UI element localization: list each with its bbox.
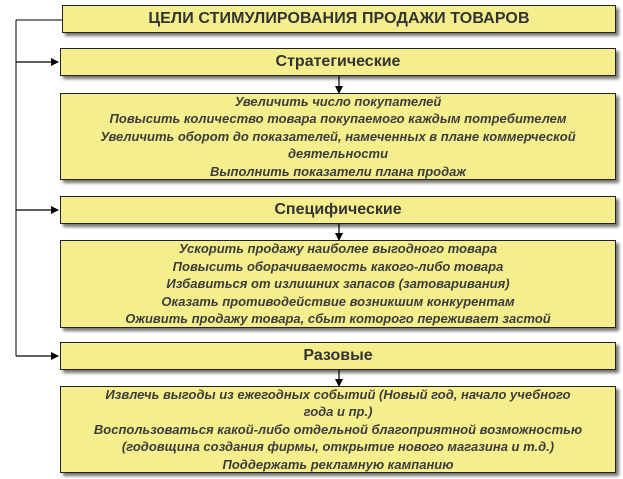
category-onetime-box xyxy=(60,342,616,370)
goal-item: года и пр.) xyxy=(303,404,373,420)
goal-item: Повысить количество товара покупаемого каждым потребителем xyxy=(109,111,567,127)
diagram-title: ЦЕЛИ СТИМУЛИРОВАНИЯ ПРОДАЖИ ТОВАРОВ xyxy=(148,10,530,27)
category-specific-label: Специфические xyxy=(274,201,402,218)
goal-item: Оказать противодействие возникшим конкурентам xyxy=(161,293,515,309)
goal-item: Выполнить показатели плана продаж xyxy=(210,163,466,179)
goal-item: Извлечь выгоды из ежегодных событий (Новый год, начало учебного xyxy=(105,386,571,402)
category-strategic-label: Стратегические xyxy=(275,53,401,70)
goal-item: Повысить оборачиваемость какого-либо товара xyxy=(172,258,504,274)
category-specific-box xyxy=(60,196,616,224)
goal-item: Увеличить оборот до показателей, намеченных в плане коммерческой xyxy=(100,128,576,144)
goal-item: Ускорить продажу наиболее выгодного товара xyxy=(178,241,498,257)
goal-item: Избавиться от излишних запасов (затоваривания) xyxy=(166,276,510,292)
goal-item: Увеличить число покупателей xyxy=(234,93,442,109)
goal-item: Поддержать рекламную кампанию xyxy=(222,456,454,472)
goal-item: Оживить продажу товара, сбыт которого переживает застой xyxy=(125,311,551,327)
onetime-goals-box xyxy=(60,386,616,473)
goal-item: Воспользоваться какой-либо отдельной благоприятной возможностью xyxy=(93,421,583,437)
goal-item: (годовщина создания фирмы, открытие нового магазина и т.д.) xyxy=(121,439,555,455)
category-onetime-label: Разовые xyxy=(303,347,373,364)
specific-goals-box xyxy=(60,240,616,328)
strategic-goals-box xyxy=(60,93,616,180)
diagram-title-box xyxy=(62,5,616,33)
category-strategic-box xyxy=(60,48,616,76)
goal-item: деятельности xyxy=(287,146,389,162)
